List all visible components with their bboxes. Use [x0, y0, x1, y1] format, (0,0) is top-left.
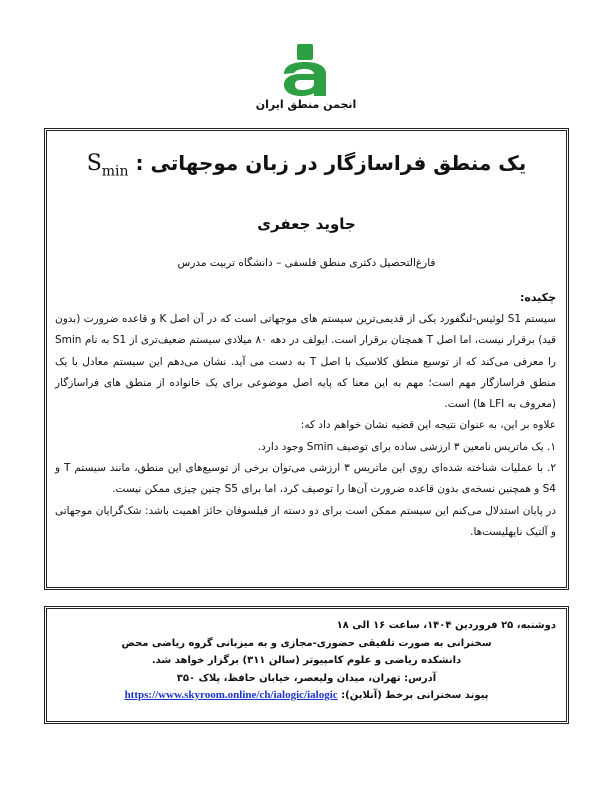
abstract-paragraph: سیستم S1 لوئیس-لنگفورد یکی از قدیمی‌ترین سیستم های موجهاتی است که در آن اصل K و قاعده ضرورت (بدون قید) برقرار نیست، اما اصل T همچنان برقرار است. ایولف در دهه ۸۰ میلادی سیستم ضعیف‌تری از S1 به نام Smin را معرفی می‌کند که از توسیع منطق کلاسیک با اصل T به دست می آید. نشان می‌دهم این سیستم معادل با یک منطق فراسازگار مهم است؛ مهم به این معنا که پایه اصل موضوعی برای یک خانواده از منطق های فراسازگار (معروف به LFI ها) است. — [55, 313, 557, 411]
online-link[interactable]: https://www.skyroom.online/ch/ialogic/ialogic — [124, 689, 338, 701]
abstract-body — [55, 309, 556, 543]
event-info-box — [44, 606, 569, 724]
iranian-logic-association-logo-icon — [276, 44, 334, 96]
title-symbol: $S_{min}$ — [86, 151, 129, 180]
page-title: $S_{min}$ : یک منطق فراسازگار در زبان موجهاتی — [86, 151, 527, 180]
abstract-paragraph: علاوه بر این، به عنوان نتیجه این قضیه نشان خواهم داد که: — [300, 419, 556, 432]
org-name: انجمن منطق ایران — [255, 98, 357, 111]
event-address: آدرس: تهران، میدان ولیعصر، خیابان حافظ، پلاک ۳۵۰ — [176, 672, 437, 684]
talk-info-box — [44, 128, 569, 590]
event-mode: سخنرانی به صورت تلفیقی حضوری-مجازی و به میزبانی گروه ریاضی محض — [121, 637, 492, 649]
abstract-list-item: ۱. یک ماتریس نامعین ۳ ارزشی ساده برای توصیف Smin وجود دارد. — [257, 440, 556, 453]
abstract-paragraph: در پایان استدلال می‌کنم این سیستم ممکن است برای دو دسته از فیلسوفان حائز اهمیت باشد: شک‌گرایان موجهاتی و آلتیک نایهلیست‌ها. — [55, 504, 556, 538]
event-date: دوشنبه، ۲۵ فروردین ۱۴۰۴، ساعت ۱۶ الی ۱۸ — [336, 620, 556, 631]
online-link-row — [57, 687, 556, 705]
author-name: جاوید جعفری — [257, 215, 356, 233]
author-affiliation: فارغ‌التحصیل دکتری منطق فلسفی – دانشگاه تربیت مدرس — [177, 257, 436, 269]
event-venue: دانشکده ریاضی و علوم کامپیوتر (سالن ۳۱۱) برگزار خواهد شد. — [151, 655, 462, 666]
abstract-list-item: ۲. با عملیات شناخته شده‌ای روی این ماتریس ۳ ارزشی می‌توان برخی از توسیع‌های این منطق، مانند سیستم T و S4 و همچنین نسخه‌ی بدون قاعده ضرورت آن‌ها را توصیف کرد، اما برای S5 چنین چیزی ممکن نیست. — [55, 462, 556, 496]
online-link-label: پیوند سخنرانی برخط (آنلاین): — [341, 690, 489, 701]
abstract-heading: چکیده: — [519, 291, 556, 304]
